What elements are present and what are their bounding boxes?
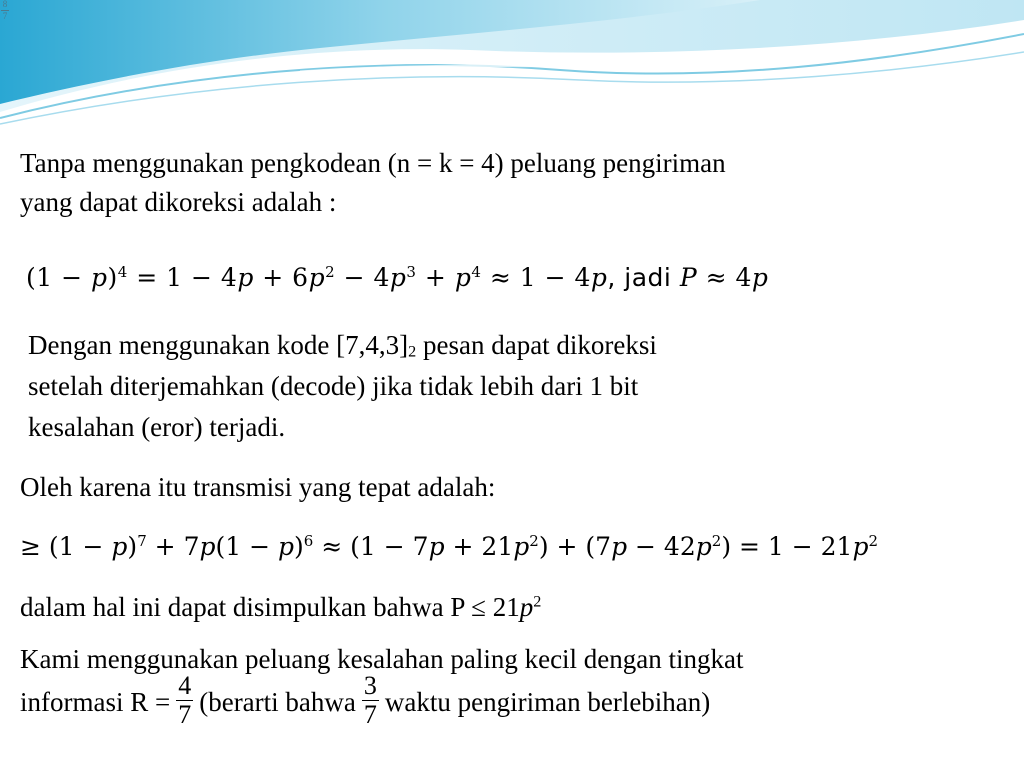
- equation-2: ≥ $(1 - p)^7 + 7p(1 - p)^6 \approx (1 - 7p + 21p^2) + (7p - 42p^2) = 1 - 21p^2$: [20, 532, 879, 561]
- paragraph-5-line-2: informasi R = $\frac{4}{7}$ (berarti bahwa $\frac{3}{7}$ waktu pengiriman berlebihan): [20, 671, 711, 730]
- corner-fraction-num: 8: [2, 0, 8, 9]
- paragraph-1: [20, 144, 726, 222]
- paragraph-2-line-3: kesalahan (eror) terjadi.: [28, 412, 286, 442]
- paragraph-2-line-2: setelah diterjemahkan (decode) jika tidak lebih dari 1 bit: [28, 371, 639, 401]
- paragraph-4: dalam hal ini dapat disimpulkan bahwa $P \le 21p^2$: [20, 592, 542, 622]
- paragraph-2-line-1: Dengan menggunakan kode $[7,4,3]_2$ pesan dapat dikoreksi: [28, 330, 657, 361]
- paragraph-1-line-1: Tanpa menggunakan pengkodean (n = k = 4) peluang pengiriman: [20, 148, 726, 178]
- fraction-4-7: $\frac{4}{7}$: [178, 671, 192, 730]
- fraction-3-7: $\frac{3}{7}$: [363, 671, 377, 730]
- paragraph-3: Oleh karena itu transmisi yang tepat adalah:: [20, 472, 496, 502]
- paragraph-5-line-1: Kami menggunakan peluang kesalahan paling kecil dengan tingkat: [20, 644, 744, 674]
- corner-fraction: [1, 0, 9, 21]
- header-wave-decoration: [0, 0, 1024, 125]
- equation-1: $(1 - p)^4 = 1 - 4p + 6p^2 - 4p^3 + p^4 \approx 1 - 4p$, jadi P ≈ 4p: [26, 263, 769, 292]
- corner-fraction-den: 7: [2, 11, 8, 21]
- paragraph-2: [28, 325, 657, 448]
- paragraph-1-line-2: yang dapat dikoreksi adalah :: [20, 187, 337, 217]
